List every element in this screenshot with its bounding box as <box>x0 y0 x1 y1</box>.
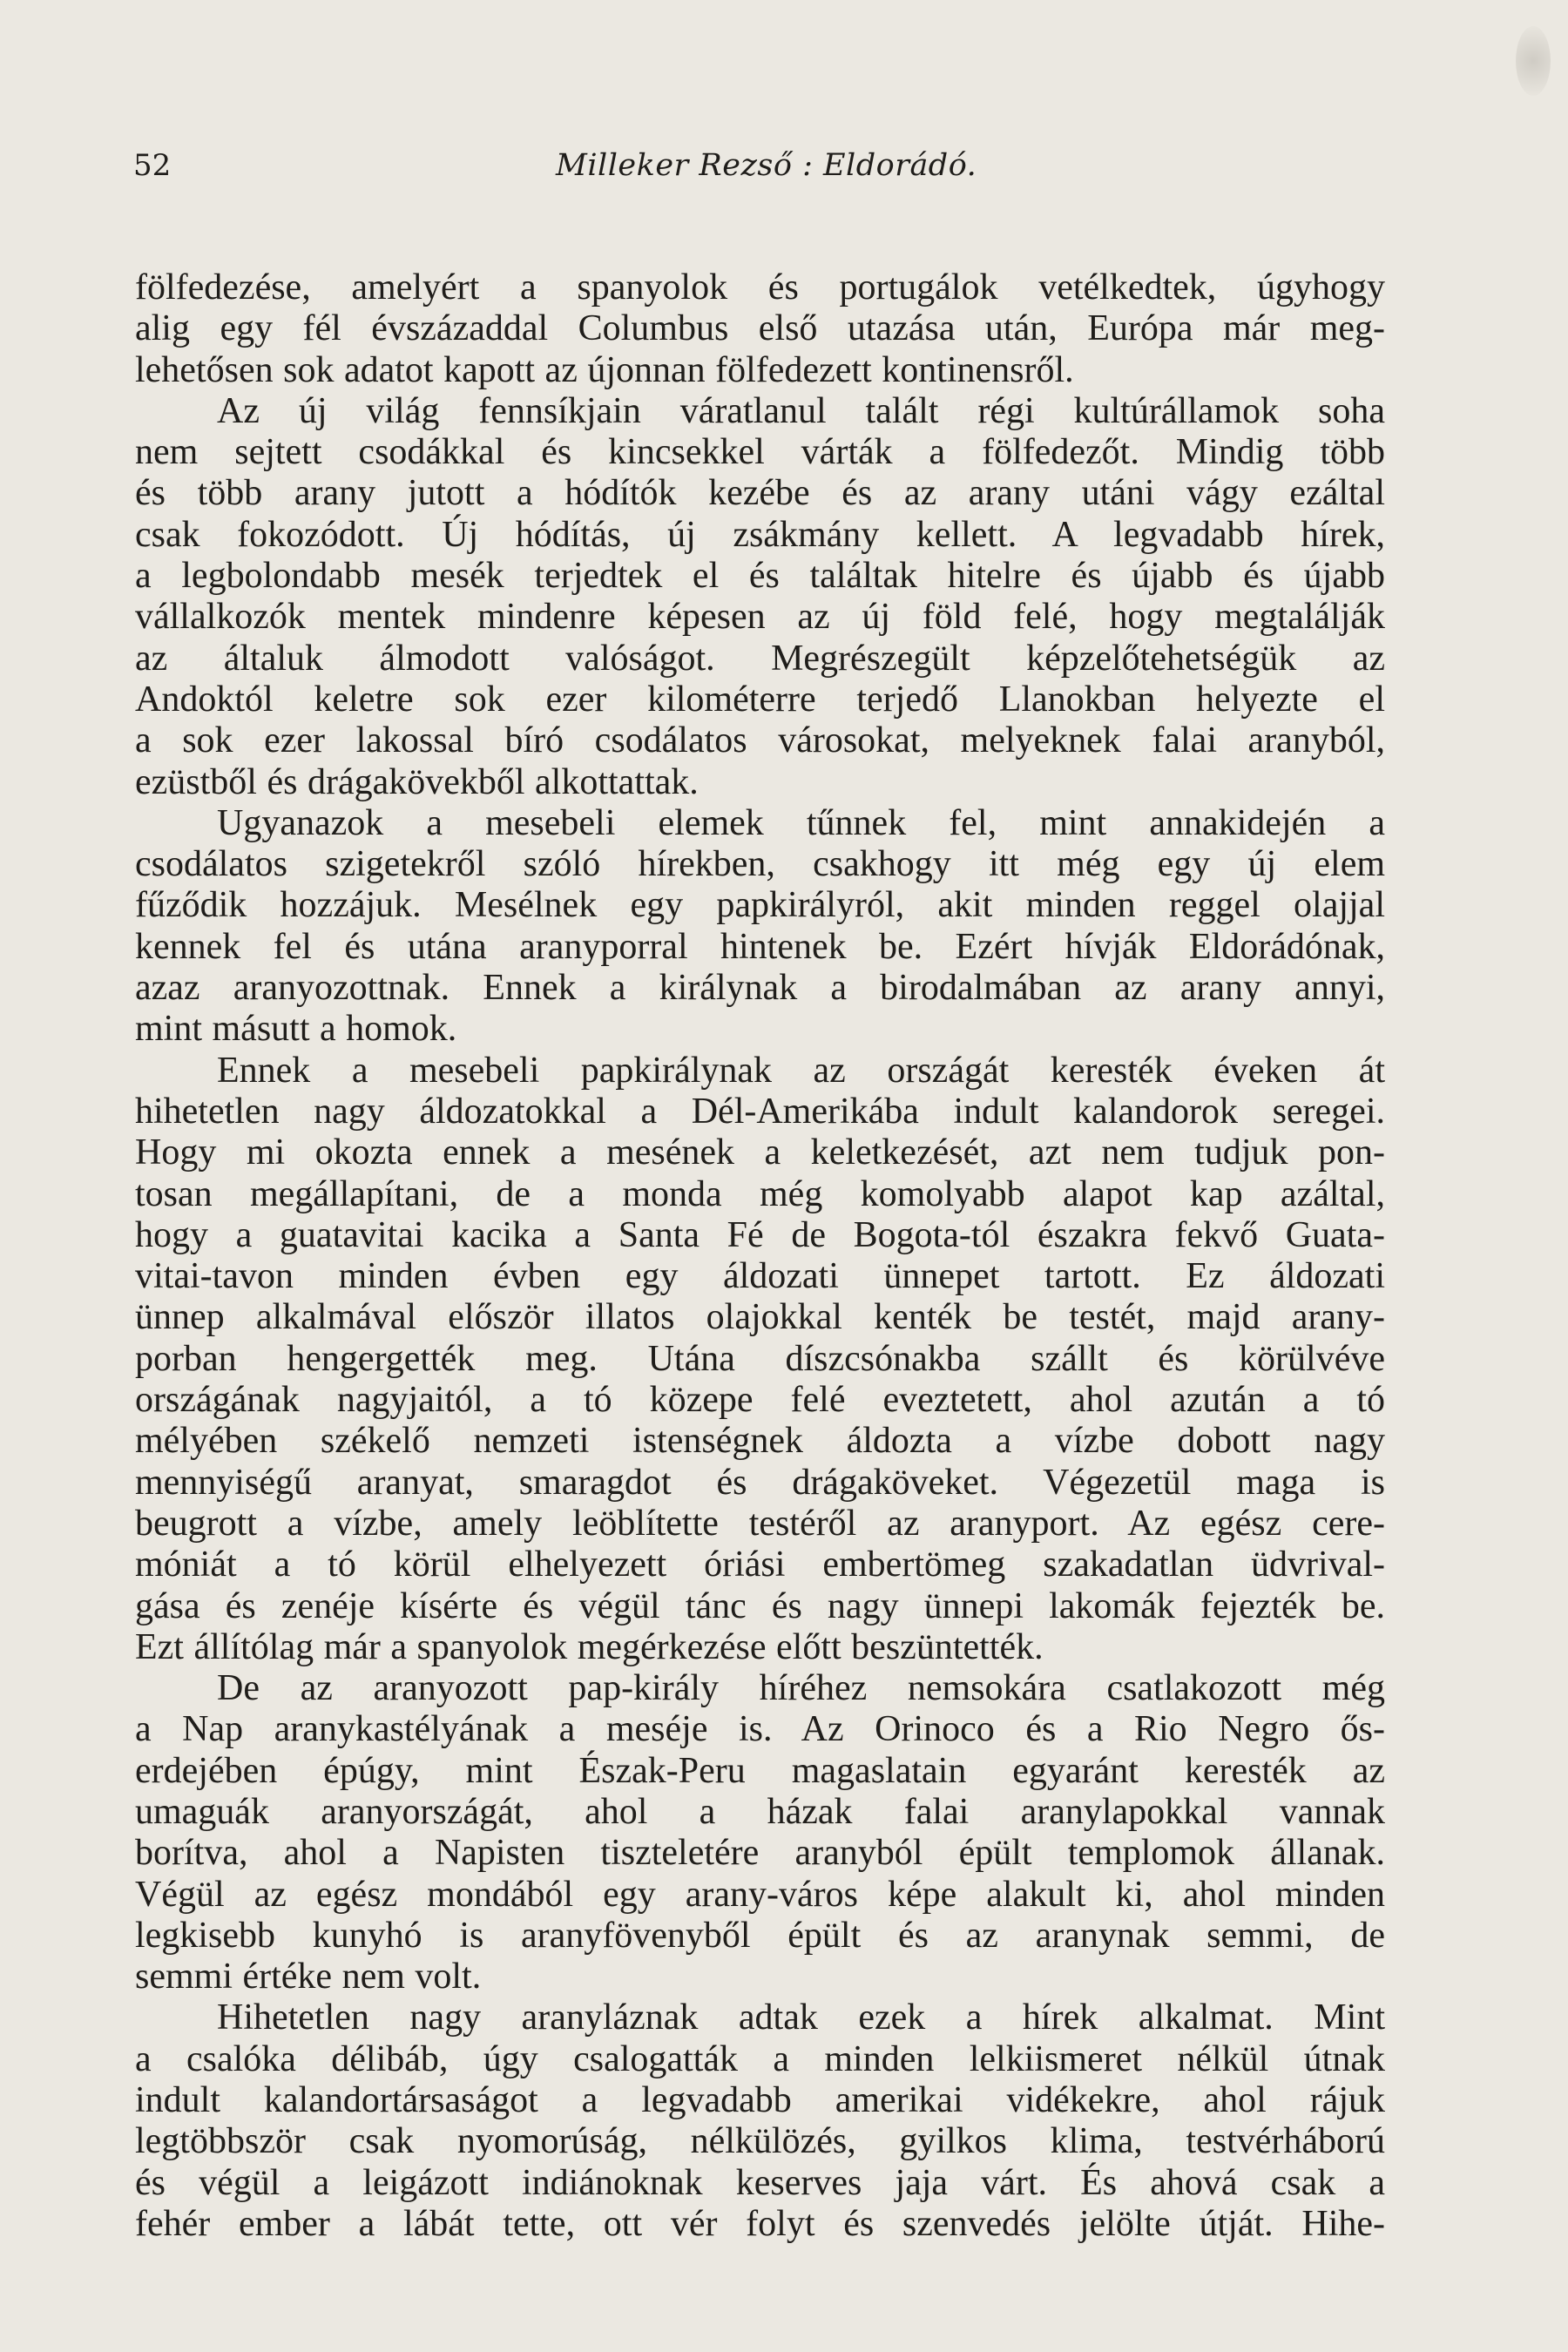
text-line: mélyében székelő nemzeti istenségnek áldozta a vízbe dobott nagy <box>135 1421 1385 1462</box>
body-text <box>135 267 1385 2245</box>
text-line: umaguák aranyországát, ahol a házak falai aranylapokkal vannak <box>135 1791 1385 1832</box>
text-line: a Nap aranykastélyának a meséje is. Az Orinoco és a Rio Negro ős- <box>135 1709 1385 1750</box>
text-line: alig egy fél évszázaddal Columbus első utazása után, Európa már meg- <box>135 308 1385 349</box>
text-line: hogy a guatavitai kacika a Santa Fé de Bogota-tól északra fekvő Guata- <box>135 1214 1385 1255</box>
text-line: országának nagyjaitól, a tó közepe felé eveztetett, ahol azután a tó <box>135 1380 1385 1421</box>
text-line: ünnep alkalmával először illatos olajokkal kenték be testét, majd arany- <box>135 1297 1385 1338</box>
text-line: az általuk álmodott valóságot. Megrészegült képzelőtehetségük az <box>135 638 1385 679</box>
text-line: fűződik hozzájuk. Mesélnek egy papkirályról, akit minden reggel olajjal <box>135 885 1385 926</box>
text-line: nem sejtett csodákkal és kincsekkel várták a fölfedezőt. Mindig több <box>135 432 1385 473</box>
text-line: azaz aranyozottnak. Ennek a királynak a birodalmában az arany annyi, <box>135 968 1385 1009</box>
text-line: Az új világ fennsíkjain váratlanul talált régi kultúrállamok soha <box>217 390 1385 431</box>
text-line: a sok ezer lakossal bíró csodálatos városokat, melyeknek falai aranyból, <box>135 720 1385 761</box>
page-number: 52 <box>133 148 172 183</box>
text-line: borítva, ahol a Napisten tiszteletére aranyból épült templomok állanak. <box>135 1833 1385 1874</box>
text-line: vitai-tavon minden évben egy áldozati ünnepet tartott. Ez áldozati <box>135 1256 1385 1297</box>
text-line: és több arany jutott a hódítók kezébe és az arany utáni vágy ezáltal <box>135 473 1385 514</box>
running-title: Milleker Rezső : Eldorádó. <box>556 148 977 183</box>
text-line: legtöbbször csak nyomorúság, nélkülözés, gyilkos klima, testvérháború <box>135 2121 1385 2162</box>
text-line: a csalóka délibáb, úgy csalogatták a minden lelkiismeret nélkül útnak <box>135 2038 1385 2079</box>
text-line: beugrott a vízbe, amely leöblítette testéről az aranyport. Az egész cere- <box>135 1503 1385 1544</box>
text-line: De az aranyozott pap-király híréhez nemsokára csatlakozott még <box>217 1668 1385 1709</box>
text-line: csak fokozódott. Új hódítás, új zsákmány kellett. A legvadabb hírek, <box>135 514 1385 555</box>
text-line: Hogy mi okozta ennek a mesének a keletkezését, azt nem tudjuk pon- <box>135 1132 1385 1173</box>
scan-artifact <box>1516 26 1551 96</box>
text-line: Hihetetlen nagy aranyláznak adtak ezek a hírek alkalmat. Mint <box>217 1997 1385 2038</box>
text-line: fölfedezése, amelyért a spanyolok és portugálok vetélkedtek, úgyhogy <box>135 267 1385 308</box>
text-line: a legbolondabb mesék terjedtek el és találtak hitelre és újabb és újabb <box>135 556 1385 597</box>
text-line: hihetetlen nagy áldozatokkal a Dél-Amerikába indult kalandorok seregei. <box>135 1091 1385 1132</box>
text-line: lehetősen sok adatot kapott az újonnan fölfedezett kontinensről. <box>135 349 1074 390</box>
text-line: Ezt állítólag már a spanyolok megérkezése előtt beszüntették. <box>135 1626 1044 1667</box>
text-line: móniát a tó körül elhelyezett óriási embertömeg szakadatlan üdvrival- <box>135 1544 1385 1585</box>
text-line: porban hengergették meg. Utána díszcsónakba szállt és körülvéve <box>135 1338 1385 1379</box>
text-line: ezüstből és drágakövekből alkottattak. <box>135 761 699 802</box>
text-line: Végül az egész mondából egy arany-város képe alakult ki, ahol minden <box>135 1874 1385 1915</box>
text-line: gása és zenéje kísérte és végül tánc és nagy ünnepi lakomák fejezték be. <box>135 1585 1385 1626</box>
text-line: indult kalandortársaságot a legvadabb amerikai vidékekre, ahol rájuk <box>135 2080 1385 2121</box>
text-line: Andoktól keletre sok ezer kilométerre terjedő Llanokban helyezte el <box>135 679 1385 720</box>
text-line: csodálatos szigetekről szóló hírekben, csakhogy itt még egy új elem <box>135 844 1385 885</box>
text-line: mint másutt a homok. <box>135 1009 457 1050</box>
page-header <box>133 148 1379 192</box>
text-line: semmi értéke nem volt. <box>135 1957 482 1997</box>
text-line: Ugyanazok a mesebeli elemek tűnnek fel, mint annakidején a <box>217 802 1385 843</box>
text-line: erdejében épúgy, mint Észak-Peru magaslatain egyaránt keresték az <box>135 1750 1385 1791</box>
text-line: és végül a leigázott indiánoknak keserves jaja várt. És ahová csak a <box>135 2162 1385 2203</box>
text-line: Ennek a mesebeli papkirálynak az országát keresték éveken át <box>217 1050 1385 1091</box>
text-line: kennek fel és utána aranyporral hintenek be. Ezért hívják Eldorádónak, <box>135 926 1385 967</box>
text-line: mennyiségű aranyat, smaragdot és drágaköveket. Végezetül maga is <box>135 1462 1385 1503</box>
text-line: fehér ember a lábát tette, ott vér folyt és szenvedés jelölte útját. Hihe- <box>135 2203 1385 2244</box>
text-line: tosan megállapítani, de a monda még komolyabb alapot kap azáltal, <box>135 1173 1385 1214</box>
text-line: legkisebb kunyhó is aranyfövenyből épült és az aranynak semmi, de <box>135 1915 1385 1956</box>
text-line: vállalkozók mentek mindenre képesen az új föld felé, hogy megtalálják <box>135 597 1385 638</box>
